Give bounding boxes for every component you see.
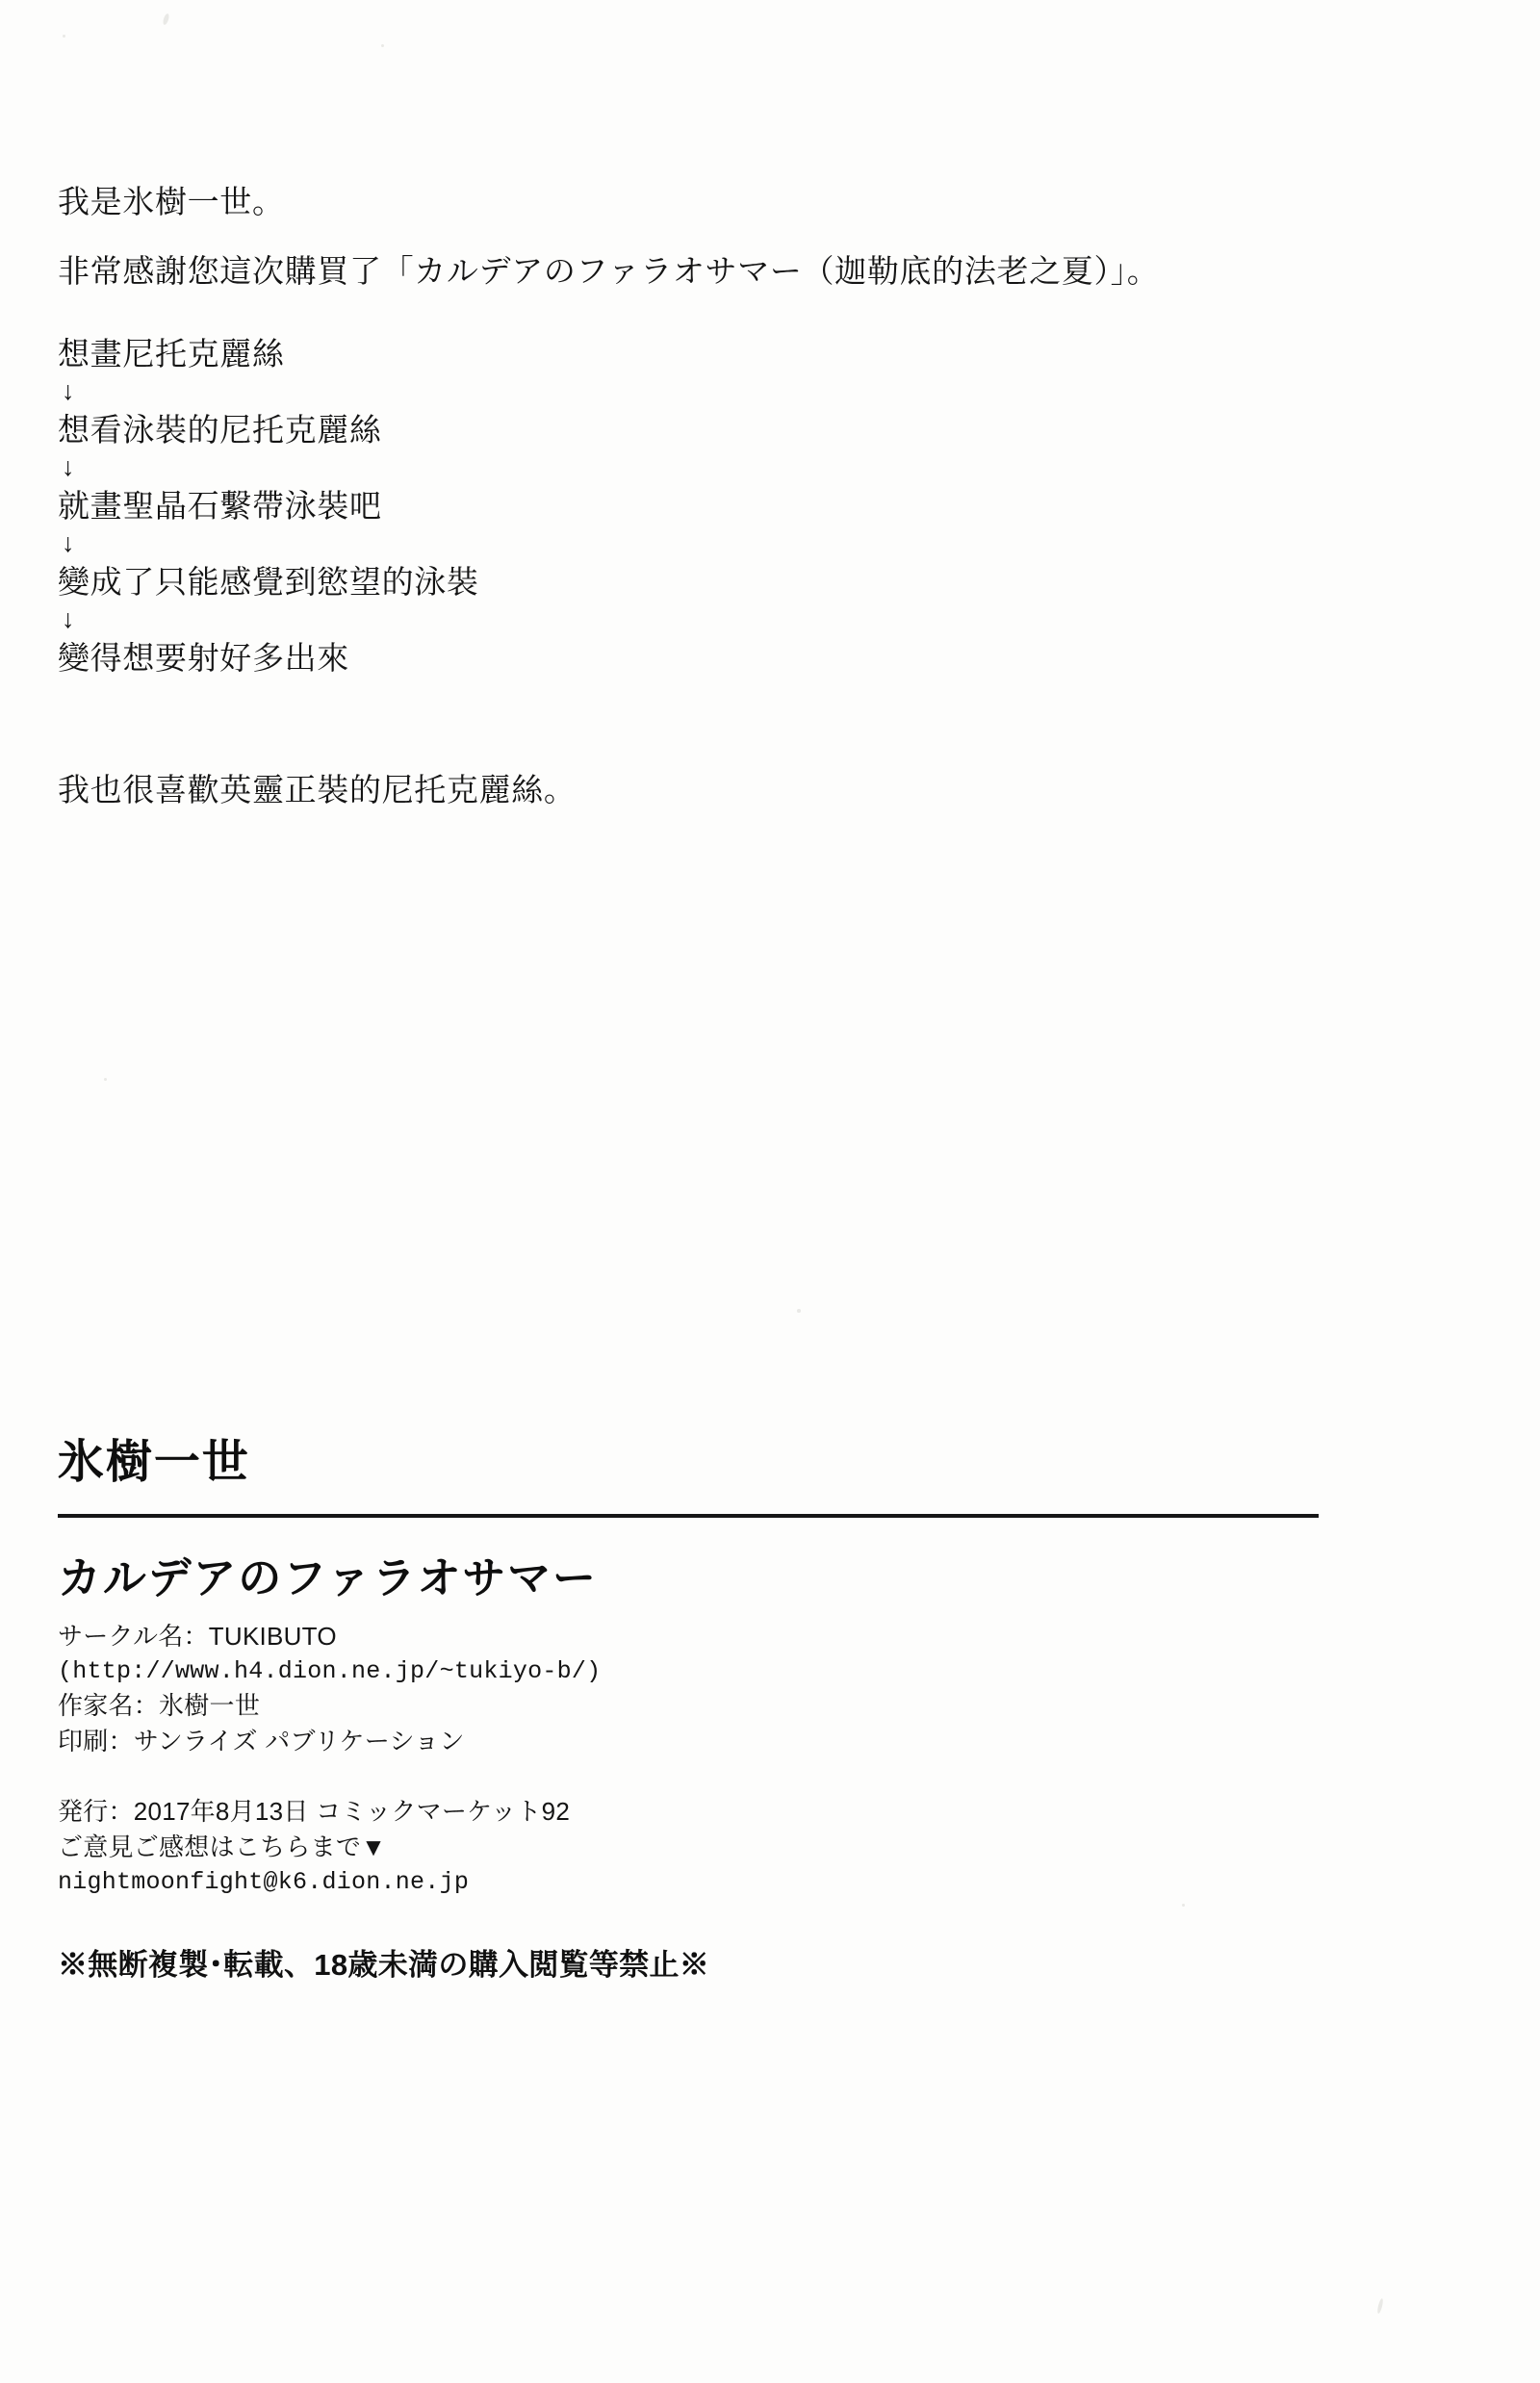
chain-arrow-3: ↓ xyxy=(62,528,75,558)
chain-step-1: 想畫尼托克麗絲 xyxy=(58,336,285,372)
chain-step-5: 變得想要射好多出來 xyxy=(58,639,349,676)
paper-speck xyxy=(63,35,65,38)
colophon-author-large: 氷樹一世 xyxy=(58,1437,250,1488)
paper-speck xyxy=(162,13,169,26)
afterword-intro: 我是氷樹一世。 xyxy=(58,184,285,219)
colophon-contact-info xyxy=(58,1794,1319,1899)
colophon-work-title: カルデアのファラオサマー xyxy=(58,1553,598,1602)
paper-speck xyxy=(797,1309,801,1313)
colophon-url[interactable]: (http://www.h4.dion.ne.jp/~tukiyo-b/) xyxy=(58,1656,602,1685)
colophon-printer: 印刷：サンライズ パブリケーション xyxy=(58,1727,465,1756)
afterword-thanks: 非常感謝您這次購買了「カルデアのファラオサマー（迦勒底的法老之夏）」。 xyxy=(58,252,1160,289)
afterword-closing: 我也很喜歡英靈正裝的尼托克麗絲。 xyxy=(58,772,577,808)
colophon-divider xyxy=(58,1514,1319,1518)
paper-speck xyxy=(104,1078,107,1081)
chain-arrow-4: ↓ xyxy=(62,604,75,634)
afterword-section xyxy=(58,183,1482,841)
paper-speck xyxy=(1376,2298,1384,2314)
colophon-email[interactable]: nightmoonfight@k6.dion.ne.jp xyxy=(58,1868,470,1897)
colophon-notice: ※無断複製･転載、18歳未満の購入閲覧等禁止※ xyxy=(58,1947,710,1982)
chain-arrow-2: ↓ xyxy=(62,452,75,482)
colophon-section xyxy=(58,1424,1319,1984)
chain-step-2: 想看泳裝的尼托克麗絲 xyxy=(58,412,382,448)
colophon-circle: サークル名：TUKIBUTO xyxy=(58,1622,337,1651)
chain-arrow-1: ↓ xyxy=(62,376,75,406)
chain-step-4: 變成了只能感覺到慾望的泳裝 xyxy=(58,564,479,600)
chain-step-3: 就畫聖晶石繫帶泳裝吧 xyxy=(58,488,382,525)
colophon-contact-label: ご意見ご感想はこちらまで▼ xyxy=(58,1832,387,1862)
afterword-chain xyxy=(58,334,1482,678)
colophon-published-date: 発行：2017年8月13日 コミックマーケット92 xyxy=(58,1797,571,1827)
paper-speck xyxy=(381,44,384,47)
colophon-spacer xyxy=(58,1767,1319,1794)
colophon-publication-info xyxy=(58,1619,1319,1759)
colophon-author: 作家名：氷樹一世 xyxy=(58,1691,261,1721)
